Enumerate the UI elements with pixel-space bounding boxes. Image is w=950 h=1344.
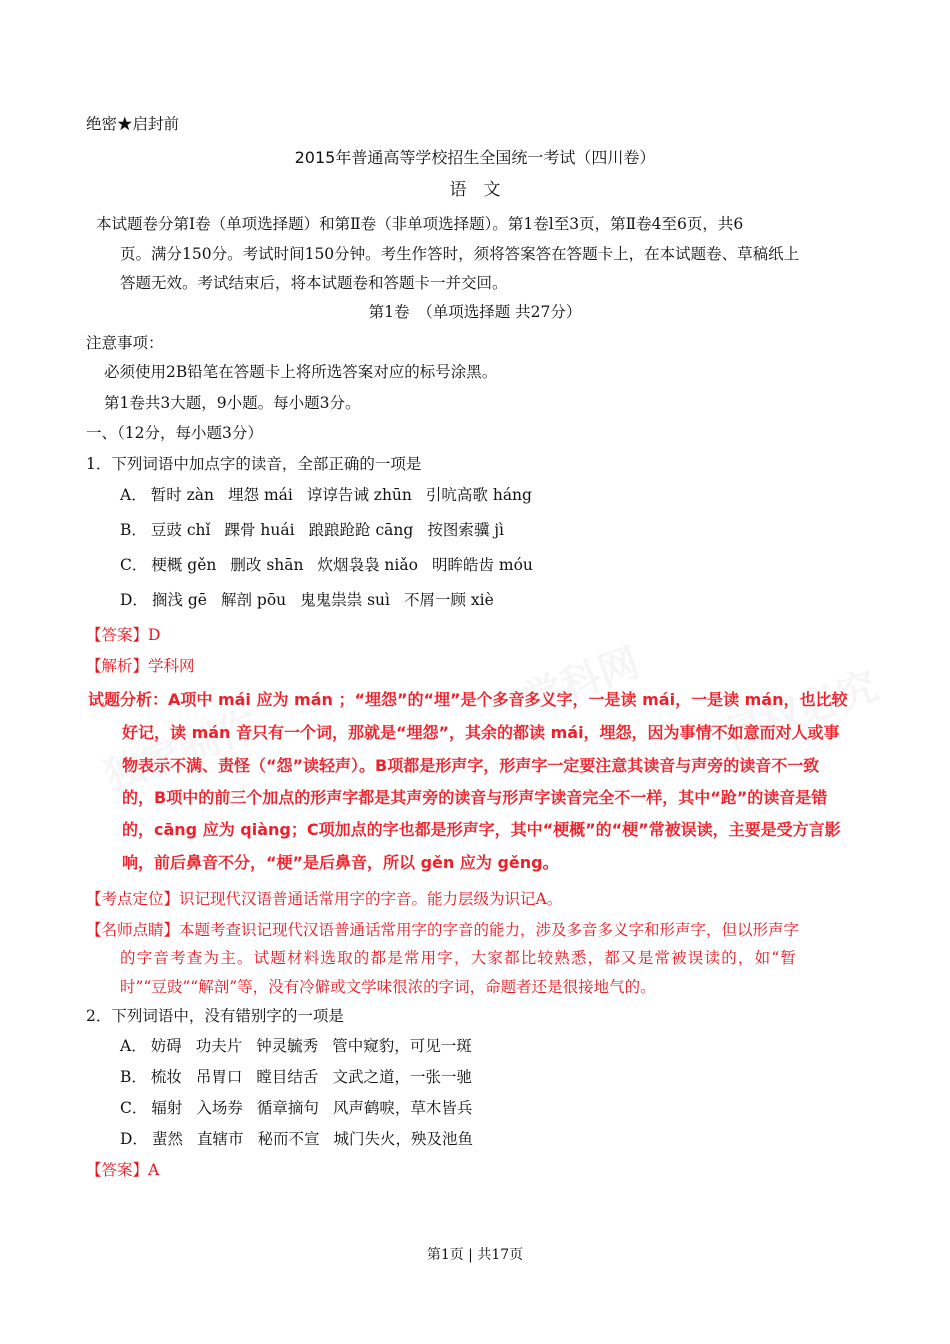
part1-title: 第1卷 （单项选择题 共27分） xyxy=(368,303,582,321)
option-item: 踉踉跄跄 cāng xyxy=(308,521,414,539)
option-item: C． xyxy=(120,1099,148,1117)
document-page: 学科网 独家制作 侵权必究 绝密★启封前 2015年普通高等学校招生全国统一考试（四川卷） 语 文 本试题卷分第Ⅰ卷（单项选择题）和第Ⅱ卷（非单项选择题）。第1卷l至3页，第Ⅱ卷4至6页，共6 页。满分150分。考试时间150分钟。考生作答时，须将答案答在答题卡上，在本试题卷、草稿纸上 答题无效。考试结束后，将本试题卷和答题卡一并交回。 第1卷 （单项选择题 共27分） 注意事项： 必须使用2B铅笔在答题卡上将所选答案对应的标号涂黑。 第1卷共3大题，9小题。每小题3分。 一、（12分，每小题3分） 1．下列词语中加点字的读音，全部正确的一项是 A． 暂时 zàn 埋怨 mái 谆谆告诫 zhūn 引吭高歌 háng B． 豆豉 chǐ 踝骨 huái 踉踉跄跄 cāng 按图索骥 jì C． 梗概 gěn 删改 shān 炊烟袅袅 niǎo 明眸皓齿 móu D． 搁浅 gē 解剖 pōu 鬼鬼祟祟 suì 不屑一顾 xiè 【答案】D 【解析】学科网 试题分析：A项中 mái 应为 mán ；“埋怨”的“埋”是个多音多义字，一是读 mái，一是读 mán，也比较 好记，读 mán 音只有一个词，那就是“埋怨”，其余的都读 mái，埋怨，因为事情不如意而对人或事 物表示不满、责怪（“怨”读轻声）。B项都是形声字，形声字一定要注意其读音与声旁的读音不一致 的，B项中的前三个加点的形声字都是其声旁的读音与形声字读音完全不一样，其中“跄”的读音是错 的，cāng 应为 qiàng；C项加点的字也都是形声字，其中“梗概”的“梗”常被误读，主要是受方言影 响，前后鼻音不分，“梗”是后鼻音，所以 gěn 应为 gěng。 【考点定位】识记现代汉语普通话常用字的字音。能力层级为识记A。 【名师点睛】本题考查识记现代汉语普通话常用字的字音的能力，涉及多音多义字和形声字，但以形声字 的字音考查为主。试题材料选取的都是常用字，大家都比较熟悉，都又是常被误读的，如“暂 时”“豆豉”“解剖”等，没有冷僻或文学味很浓的字词，命题者还是很接地气的。 2．下列词语中，没有错别字的一项是 A． 妨碍 功夫片 钟灵毓秀 管中窥豹，可见一斑 B． 梳妆 吊胃口 瞠目结舌 文武之道，一张一驰 C． 辐射 入场券 循章摘句 风声鹤唳，草木皆兵 D． 蜚然 直辖市 秘而不宣 城门失火，殃及池鱼 【答案】A 第1页 | 共17页 xyxy=(0,0,950,1344)
exam-title: 2015年普通高等学校招生全国统一考试（四川卷） xyxy=(294,148,656,167)
option-item: 搁浅 gē xyxy=(151,591,207,609)
option-item: 功夫片 xyxy=(195,1037,243,1055)
option-item: 豆豉 chǐ xyxy=(150,521,211,539)
q2-option-b xyxy=(120,1067,486,1087)
kaodian: 【考点定位】识记现代汉语普通话常用字的字音。能力层级为识记A。 xyxy=(86,890,563,908)
option-item: 管中窥豹，可见一斑 xyxy=(332,1037,472,1055)
q1-option-c xyxy=(120,555,547,575)
q1-option-d xyxy=(120,590,508,610)
q1-option-a xyxy=(120,485,546,505)
intro-line: 答题无效。考试结束后，将本试题卷和答题卡一并交回。 xyxy=(120,274,508,292)
q2-option-c xyxy=(120,1098,486,1118)
analysis-line: 试题分析：A项中 mái 应为 mán ；“埋怨”的“埋”是个多音多义字，一是读 mái，一是读 mán，也比较 xyxy=(88,690,848,709)
page-footer: 第1页 | 共17页 xyxy=(426,1247,524,1263)
analysis-line: 物表示不满、责怪（“怨”读轻声）。B项都是形声字，形声字一定要注意其读音与声旁的读音不一致 xyxy=(122,756,820,775)
option-item: 妨碍 xyxy=(150,1037,182,1055)
option-item: 城门失火，殃及池鱼 xyxy=(333,1130,473,1148)
q1-analysis-label: 【解析】学科网 xyxy=(86,657,195,675)
option-item: 炊烟袅袅 niǎo xyxy=(317,556,418,574)
notice-item: 必须使用2B铅笔在答题卡上将所选答案对应的标号涂黑。 xyxy=(104,363,498,381)
option-item: B． xyxy=(120,1068,147,1086)
option-item: D． xyxy=(120,591,148,609)
question-2-stem: 2．下列词语中，没有错别字的一项是 xyxy=(86,1007,344,1025)
option-item: 风声鹤唳，草木皆兵 xyxy=(332,1099,473,1117)
mingshi-line: 时”“豆豉”“解剖”等，没有冷僻或文学味很浓的字词，命题者还是很接地气的。 xyxy=(120,978,656,996)
option-item: 钟灵毓秀 xyxy=(256,1037,319,1055)
option-item: 循章摘句 xyxy=(256,1099,319,1117)
analysis-line: 好记，读 mán 音只有一个词，那就是“埋怨”，其余的都读 mái，埋怨，因为事情不如意而对人或事 xyxy=(122,723,840,742)
option-item: 梳妆 xyxy=(150,1068,182,1086)
option-item: 谆谆告诫 zhūn xyxy=(306,486,412,504)
notice-item: 第1卷共3大题，9小题。每小题3分。 xyxy=(104,394,361,412)
option-item: 按图索骥 jì xyxy=(427,521,505,539)
secret-label: 绝密★启封前 xyxy=(86,115,180,133)
section-heading: 一、（12分，每小题3分） xyxy=(86,424,263,442)
option-item: 不屑一顾 xiè xyxy=(403,591,494,609)
option-item: D． xyxy=(120,1130,148,1148)
analysis-line: 的，cāng 应为 qiàng；C项加点的字也都是形声字，其中“梗概”的“梗”常被误读，主要是受方言影 xyxy=(122,820,841,839)
option-item: 明眸皓齿 móu xyxy=(431,556,533,574)
notice-label: 注意事项： xyxy=(86,334,164,352)
intro-line: 本试题卷分第Ⅰ卷（单项选择题）和第Ⅱ卷（非单项选择题）。第1卷l至3页，第Ⅱ卷4至6页，共6 xyxy=(96,215,744,233)
option-item: 直辖市 xyxy=(196,1130,244,1148)
option-item: 瞠目结舌 xyxy=(256,1068,319,1086)
option-item: 暂时 zàn xyxy=(150,486,215,504)
intro-line: 页。满分150分。考试时间150分钟。考生作答时，须将答案答在答题卡上，在本试题卷、草稿纸上 xyxy=(120,245,800,263)
q2-option-a xyxy=(120,1036,486,1056)
option-item: B． xyxy=(120,521,147,539)
analysis-line: 的，B项中的前三个加点的形声字都是其声旁的读音与形声字读音完全不一样，其中“跄”的读音是错 xyxy=(122,788,828,807)
option-item: 入场券 xyxy=(196,1099,243,1117)
option-item: A． xyxy=(120,1037,147,1055)
q2-answer: 【答案】A xyxy=(86,1161,160,1179)
option-item: 梗概 gěn xyxy=(151,556,217,574)
option-item: 踝骨 huái xyxy=(224,521,295,539)
subject-title: 语 文 xyxy=(449,180,501,200)
option-item: 鬼鬼祟祟 suì xyxy=(300,591,390,609)
mingshi-line: 的字音考查为主。试题材料选取的都是常用字，大家都比较熟悉，都又是常被误读的，如“暂 xyxy=(120,949,798,967)
option-item: 蜚然 xyxy=(151,1130,183,1148)
option-item: 吊胃口 xyxy=(195,1068,243,1086)
option-item: 文武之道，一张一驰 xyxy=(332,1068,472,1086)
mingshi-line: 【名师点睛】本题考查识记现代汉语普通话常用字的字音的能力，涉及多音多义字和形声字，但以形声字 xyxy=(86,921,800,939)
option-item: 解剖 pōu xyxy=(220,591,287,609)
q1-answer: 【答案】D xyxy=(86,626,161,644)
option-item: A． xyxy=(120,486,147,504)
option-item: 秘而不宣 xyxy=(257,1130,320,1148)
option-item: C． xyxy=(120,556,148,574)
option-item: 删改 shān xyxy=(230,556,304,574)
analysis-line: 响，前后鼻音不分，“梗”是后鼻音，所以 gěn 应为 gěng。 xyxy=(122,853,559,872)
q1-option-b xyxy=(120,520,518,540)
question-1-stem: 1．下列词语中加点字的读音，全部正确的一项是 xyxy=(86,455,422,473)
q2-option-d xyxy=(120,1129,487,1149)
option-item: 辐射 xyxy=(151,1099,183,1117)
option-item: 埋怨 mái xyxy=(228,486,293,504)
option-item: 引吭高歌 háng xyxy=(425,486,532,504)
